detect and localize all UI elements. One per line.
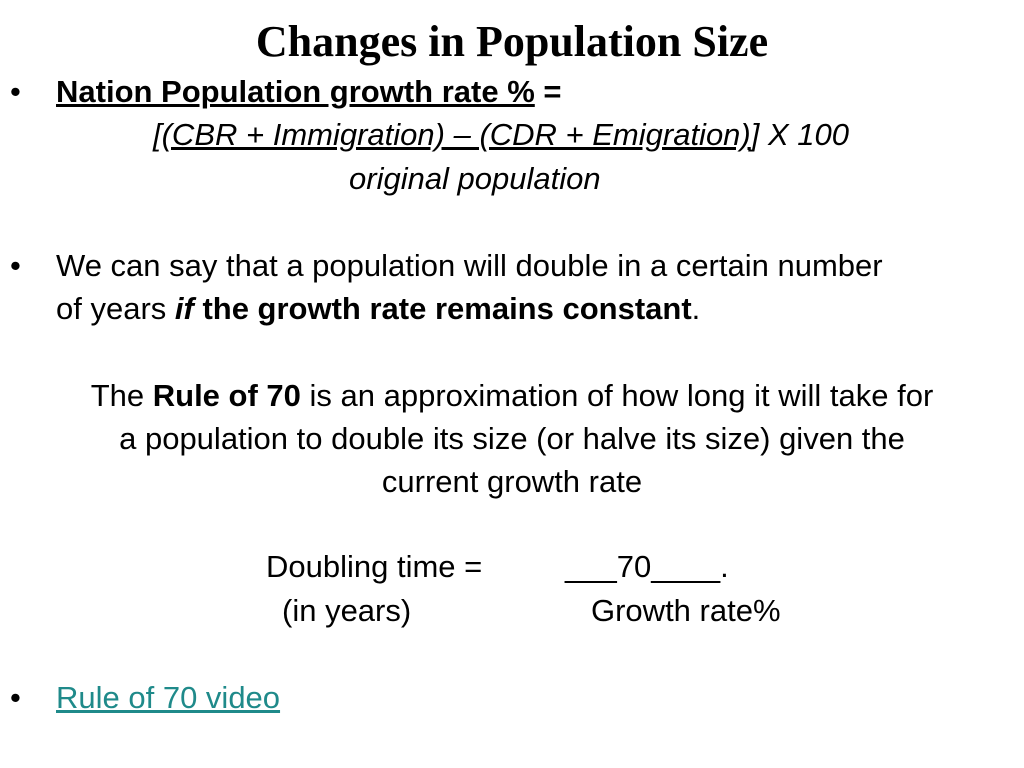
doubling-condition: the growth rate remains constant [193, 291, 692, 326]
formula-numerator-end: ] X 100 [750, 117, 849, 152]
doubling-line-2-start: of years [56, 291, 175, 326]
doubling-time-units: (in years) [282, 593, 412, 628]
rule-line-1 [0, 374, 1024, 417]
rule-line-2: a population to double its size (or halve its size) given the [119, 421, 905, 456]
rule-line-3: current growth rate [381, 464, 643, 499]
doubling-time-denominator: Growth rate% [591, 593, 781, 628]
doubling-line-2 [56, 288, 700, 330]
formula-numerator-underlined: [(CBR + Immigration) – (CDR + Emigration) [153, 117, 751, 152]
rule-paragraph [0, 374, 1024, 503]
formula-equals: = [534, 74, 562, 109]
doubling-line-1: We can say that a population will double in a certain number [56, 248, 883, 283]
rule-line-1-start: The [90, 378, 153, 413]
formula-denominator: original population [349, 161, 601, 196]
formula-numerator [153, 114, 849, 156]
formula-lead [56, 71, 562, 113]
rule-of-70-video-link[interactable]: Rule of 70 video [56, 680, 281, 715]
doubling-time-numerator: ___70____. [565, 549, 729, 584]
bullet-dot: • [10, 74, 21, 109]
bullet-dot: • [10, 680, 21, 715]
doubling-if: if [174, 291, 194, 326]
bullet-dot: • [10, 248, 21, 283]
slide-title: Changes in Population Size [255, 17, 769, 66]
formula-lead-text: Nation Population growth rate % [56, 74, 535, 109]
doubling-period: . [691, 291, 701, 326]
rule-of-70-term: Rule of 70 [152, 378, 301, 413]
doubling-time-label: Doubling time = [266, 549, 483, 584]
rule-line-1-end: is an approximation of how long it will take for [300, 378, 934, 413]
